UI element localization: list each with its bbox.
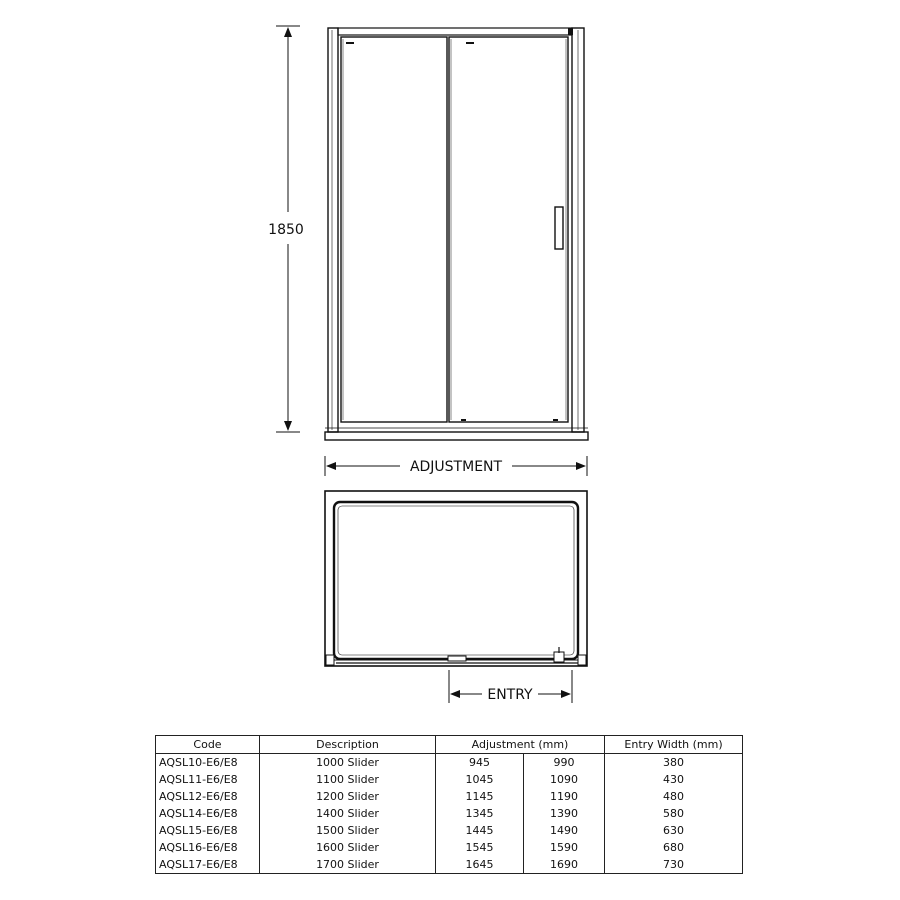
cell-description: 1100 Slider	[260, 771, 436, 788]
table-row	[156, 856, 743, 874]
cell-entry-width: 630	[605, 822, 743, 839]
height-dimension	[268, 26, 304, 432]
cell-adjustment-max: 1590	[524, 839, 605, 856]
entry-label: ENTRY	[487, 687, 533, 703]
table-row	[156, 839, 743, 856]
fixed-glass-panel	[341, 37, 447, 422]
door-handle	[555, 207, 563, 249]
table-header-row	[156, 736, 743, 754]
cell-code: AQSL11-E6/E8	[156, 771, 260, 788]
shower-tray-front	[325, 432, 588, 440]
cell-description: 1500 Slider	[260, 822, 436, 839]
top-rail	[338, 28, 572, 35]
adjustment-dimension	[325, 456, 587, 476]
cell-adjustment-min: 1445	[436, 822, 524, 839]
cell-entry-width: 730	[605, 856, 743, 874]
cell-entry-width: 480	[605, 788, 743, 805]
table-row	[156, 822, 743, 839]
cell-code: AQSL16-E6/E8	[156, 839, 260, 856]
cell-entry-width: 580	[605, 805, 743, 822]
cell-adjustment-max: 990	[524, 754, 605, 772]
cell-adjustment-min: 1145	[436, 788, 524, 805]
cell-code: AQSL10-E6/E8	[156, 754, 260, 772]
cell-code: AQSL12-E6/E8	[156, 788, 260, 805]
cell-adjustment-min: 1345	[436, 805, 524, 822]
cell-code: AQSL15-E6/E8	[156, 822, 260, 839]
cell-description: 1200 Slider	[260, 788, 436, 805]
table-row	[156, 771, 743, 788]
height-label: 1850	[268, 222, 304, 238]
roller-mark	[466, 42, 474, 44]
tray-outline	[325, 491, 587, 666]
left-wall-profile	[328, 28, 338, 432]
cell-entry-width: 380	[605, 754, 743, 772]
sliding-door-panel	[449, 37, 568, 422]
cell-adjustment-max: 1190	[524, 788, 605, 805]
handle-plan	[554, 652, 564, 662]
cell-adjustment-max: 1690	[524, 856, 605, 874]
plan-view	[325, 491, 587, 666]
left-wall-plan	[326, 655, 334, 665]
cell-adjustment-max: 1390	[524, 805, 605, 822]
cell-code: AQSL14-E6/E8	[156, 805, 260, 822]
cell-adjustment-max: 1490	[524, 822, 605, 839]
cell-adjustment-min: 1545	[436, 839, 524, 856]
tray-inner-basin	[334, 502, 578, 659]
roller-mark	[346, 42, 354, 44]
cell-adjustment-min: 1645	[436, 856, 524, 874]
cell-adjustment-min: 945	[436, 754, 524, 772]
cell-description: 1400 Slider	[260, 805, 436, 822]
front-elevation	[268, 26, 588, 440]
cell-entry-width: 680	[605, 839, 743, 856]
table-row	[156, 788, 743, 805]
cell-adjustment-min: 1045	[436, 771, 524, 788]
header-entry-width: Entry Width (mm)	[605, 736, 743, 754]
cell-description: 1000 Slider	[260, 754, 436, 772]
cell-code: AQSL17-E6/E8	[156, 856, 260, 874]
door-stop	[448, 656, 466, 661]
right-wall-plan	[578, 655, 586, 665]
cell-entry-width: 430	[605, 771, 743, 788]
cell-adjustment-max: 1090	[524, 771, 605, 788]
cell-description: 1700 Slider	[260, 856, 436, 874]
specification-table	[155, 735, 743, 874]
cell-description: 1600 Slider	[260, 839, 436, 856]
header-adjustment: Adjustment (mm)	[436, 736, 605, 754]
table-row	[156, 805, 743, 822]
entry-dimension	[449, 670, 572, 703]
header-description: Description	[260, 736, 436, 754]
header-code: Code	[156, 736, 260, 754]
table-row	[156, 754, 743, 772]
adjustment-label: ADJUSTMENT	[409, 459, 503, 475]
